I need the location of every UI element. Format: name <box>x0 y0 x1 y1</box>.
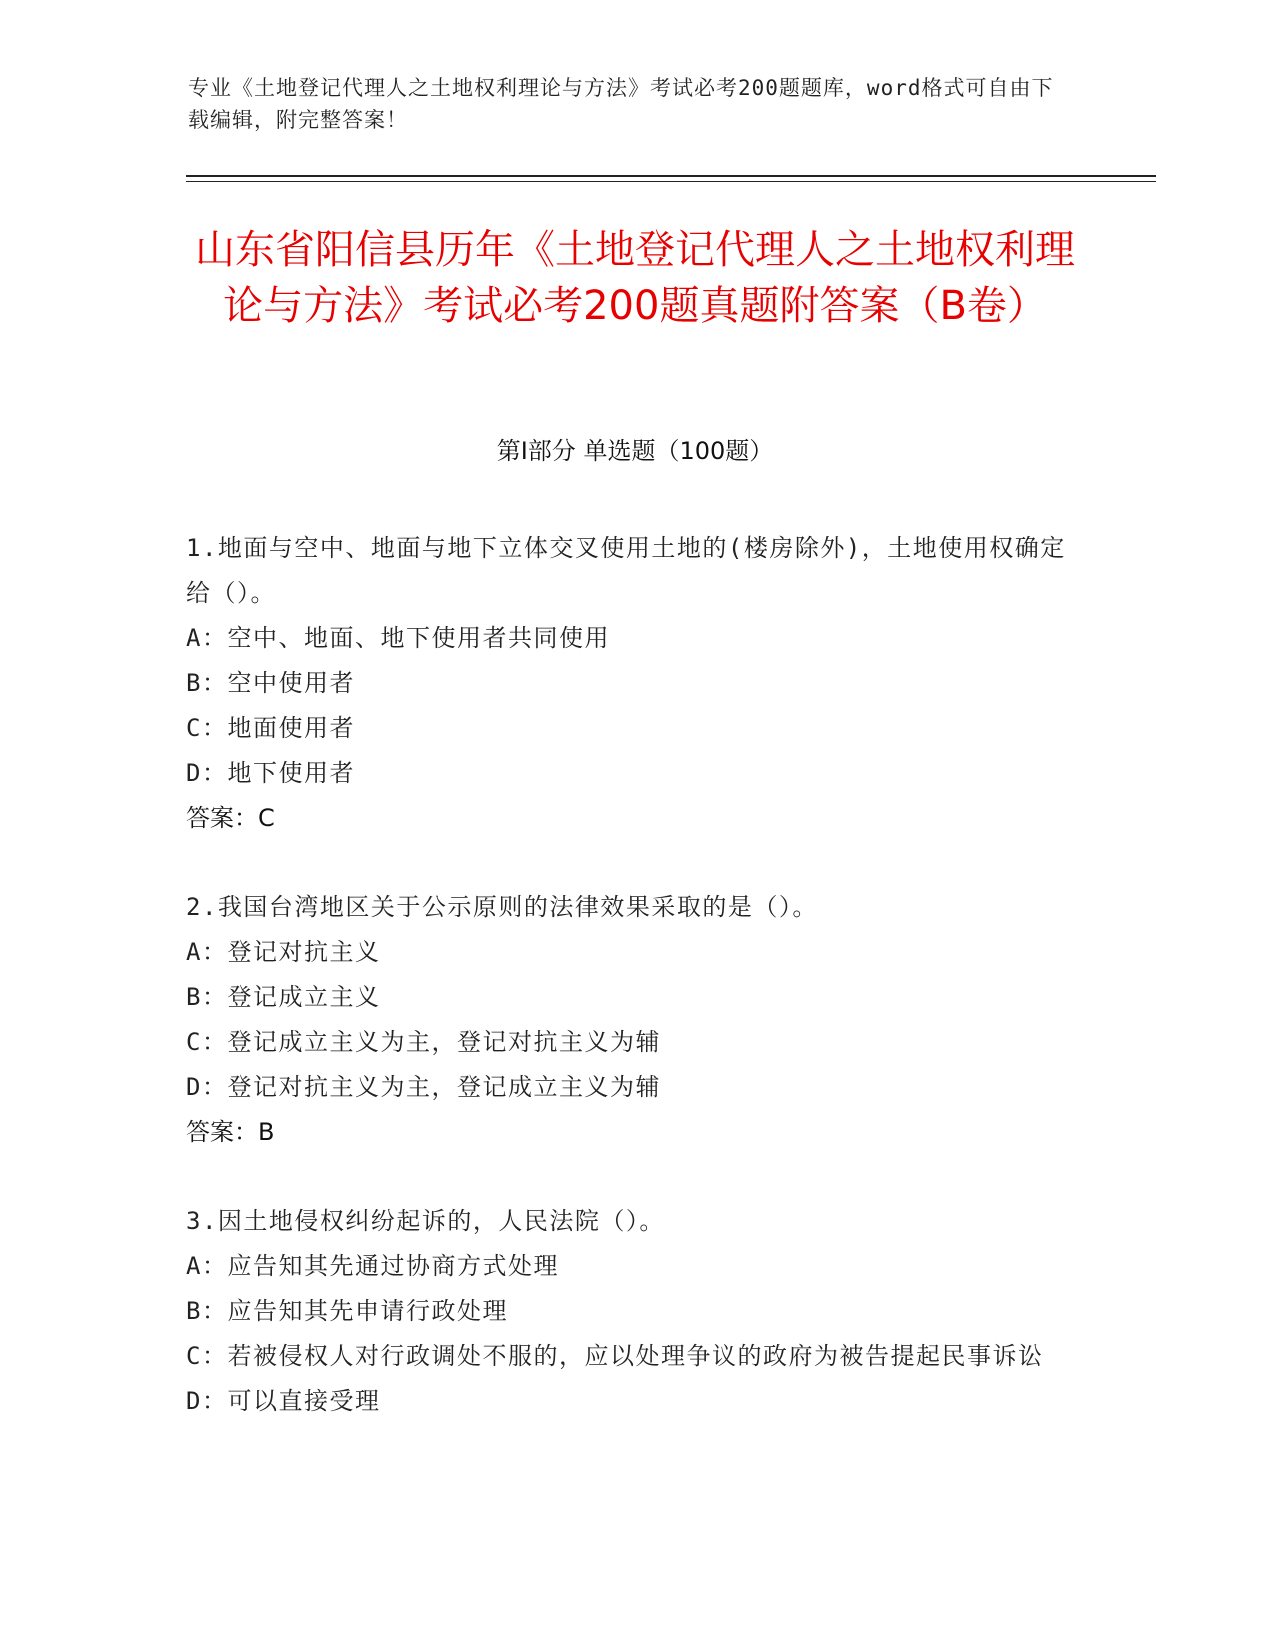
option-d: D：登记对抗主义为主，登记成立主义为辅 <box>186 1073 661 1101</box>
option-b: B：登记成立主义 <box>186 983 381 1011</box>
question-stem: 2.我国台湾地区关于公示原则的法律效果采取的是（）。 <box>186 893 818 921</box>
answer: 答案：C <box>186 804 275 832</box>
document-title: 山东省阳信县历年《土地登记代理人之土地权利理论与方法》考试必考200题真题附答案（B卷） <box>195 227 1075 329</box>
option-a: A：空中、地面、地下使用者共同使用 <box>186 624 610 652</box>
option-a: A：登记对抗主义 <box>186 938 381 966</box>
question-stem: 1.地面与空中、地面与地下立体交叉使用土地的(楼房除外)，土地使用权确定给（）。 <box>186 534 1066 607</box>
question-1 <box>186 526 1076 841</box>
option-c: C：登记成立主义为主，登记对抗主义为辅 <box>186 1028 661 1056</box>
header-note: 专业《土地登记代理人之土地权利理论与方法》考试必考200题题库，word格式可自由下载编辑，附完整答案！ <box>188 76 1054 132</box>
question-stem: 3.因土地侵权纠纷起诉的，人民法院（）。 <box>186 1207 665 1235</box>
header-divider-thin <box>186 181 1156 182</box>
header-divider-thick <box>186 175 1156 177</box>
question-2 <box>186 885 1076 1155</box>
option-d: D：可以直接受理 <box>186 1387 381 1415</box>
option-c: C：若被侵权人对行政调处不服的，应以处理争议的政府为被告提起民事诉讼 <box>186 1342 1044 1370</box>
option-d: D：地下使用者 <box>186 759 355 787</box>
answer: 答案：B <box>186 1118 275 1146</box>
option-b: B：空中使用者 <box>186 669 355 697</box>
section-heading: 第Ⅰ部分 单选题（100题） <box>496 437 774 465</box>
question-list <box>186 526 1076 1468</box>
option-a: A：应告知其先通过协商方式处理 <box>186 1252 559 1280</box>
option-c: C：地面使用者 <box>186 714 355 742</box>
question-3 <box>186 1199 1076 1424</box>
option-b: B：应告知其先申请行政处理 <box>186 1297 508 1325</box>
